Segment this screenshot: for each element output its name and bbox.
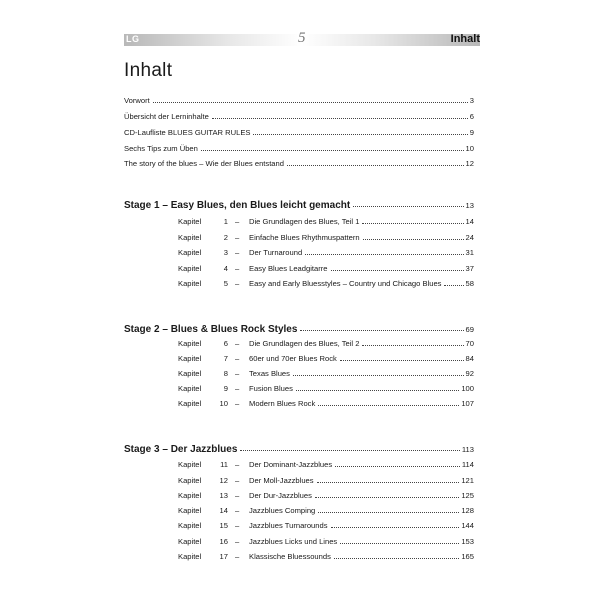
leader-dots	[362, 345, 463, 346]
chapter-number: 5	[223, 279, 228, 288]
leader-dots	[253, 134, 467, 135]
chapter-page: 24	[465, 233, 474, 242]
leader-dots	[317, 482, 460, 483]
chapter-title: Der Turnaround	[249, 248, 303, 257]
chapter-kapitel: Kapitel	[178, 369, 202, 378]
leader-dots	[201, 150, 464, 151]
toc-entry-page: 3	[469, 96, 474, 105]
toc-entry[interactable]	[124, 93, 474, 105]
leader-dots	[362, 223, 463, 224]
chapter-page: 144	[461, 521, 474, 530]
chapter-page: 153	[461, 537, 474, 546]
chapter-page: 107	[461, 399, 474, 408]
chapter-dash: –	[235, 384, 240, 393]
chapter-dash: –	[235, 248, 240, 257]
chapter-page: 58	[465, 279, 474, 288]
chapter-dash: –	[235, 521, 240, 530]
chapter-dash: –	[235, 369, 240, 378]
chapter-number: 8	[223, 369, 228, 378]
chapter-number: 10	[219, 399, 228, 408]
leader-dots	[363, 239, 464, 240]
chapter-page: 114	[461, 460, 474, 469]
chapter-dash: –	[235, 491, 240, 500]
leader-dots	[212, 118, 468, 119]
leader-dots	[331, 527, 460, 528]
chapter-number: 14	[219, 506, 228, 515]
chapter-number: 9	[223, 384, 228, 393]
chapter-dash: –	[235, 339, 240, 348]
chapter-dash: –	[235, 506, 240, 515]
chapter-title: Jazzblues Licks und Lines	[249, 537, 338, 546]
chapter-dash: –	[235, 460, 240, 469]
chapter-dash: –	[235, 217, 240, 226]
chapter-entry[interactable]	[178, 488, 474, 500]
stage-title: Stage 1 – Easy Blues, den Blues leicht gemacht	[124, 200, 351, 211]
chapter-entry[interactable]	[178, 396, 474, 408]
stage-page: 113	[461, 445, 474, 454]
chapter-dash: –	[235, 279, 240, 288]
stage-heading[interactable]	[124, 440, 474, 454]
chapter-kapitel: Kapitel	[178, 399, 202, 408]
toc-entry[interactable]	[124, 109, 474, 121]
chapter-title: Einfache Blues Rhythmuspattern	[249, 233, 360, 242]
chapter-title: Jazzblues Turnarounds	[249, 521, 328, 530]
leader-dots	[318, 405, 459, 406]
chapter-entry[interactable]	[178, 351, 474, 363]
chapter-page: 31	[465, 248, 474, 257]
chapter-number: 2	[223, 233, 228, 242]
header-page-number: 5	[298, 30, 306, 46]
chapter-kapitel: Kapitel	[178, 537, 202, 546]
toc-entry-label: Vorwort	[124, 96, 150, 105]
chapter-dash: –	[235, 537, 240, 546]
leader-dots	[315, 497, 459, 498]
chapter-number: 4	[223, 264, 228, 273]
chapter-page: 128	[461, 506, 474, 515]
chapter-kapitel: Kapitel	[178, 264, 202, 273]
chapter-title: Die Grundlagen des Blues, Teil 2	[249, 339, 360, 348]
chapter-title: Fusion Blues	[249, 384, 293, 393]
toc-entry-label: CD-Laufliste BLUES GUITAR RULES	[124, 128, 251, 137]
chapter-number: 7	[223, 354, 228, 363]
chapter-page: 92	[465, 369, 474, 378]
leader-dots	[318, 512, 459, 513]
chapter-kapitel: Kapitel	[178, 460, 202, 469]
leader-dots	[287, 165, 464, 166]
chapter-entry[interactable]	[178, 473, 474, 485]
chapter-kapitel: Kapitel	[178, 476, 202, 485]
chapter-number: 1	[223, 217, 228, 226]
chapter-kapitel: Kapitel	[178, 248, 202, 257]
stage-title: Stage 3 – Der Jazzblues	[124, 444, 238, 455]
chapter-entry[interactable]	[178, 503, 474, 515]
chapter-number: 12	[219, 476, 228, 485]
leader-dots	[153, 102, 468, 103]
toc-entry-label: The story of the blues – Wie der Blues entstand	[124, 159, 284, 168]
leader-dots	[353, 206, 463, 207]
chapter-entry[interactable]	[178, 336, 474, 348]
chapter-kapitel: Kapitel	[178, 491, 202, 500]
chapter-entry[interactable]	[178, 457, 474, 469]
chapter-title: 60er und 70er Blues Rock	[249, 354, 337, 363]
chapter-page: 125	[461, 491, 474, 500]
chapter-entry[interactable]	[178, 549, 474, 561]
chapter-entry[interactable]	[178, 518, 474, 530]
toc-entry-page: 12	[465, 159, 474, 168]
toc-entry-page: 10	[465, 144, 474, 153]
chapter-number: 16	[219, 537, 228, 546]
chapter-dash: –	[235, 233, 240, 242]
toc-entry-label: Sechs Tips zum Üben	[124, 144, 198, 153]
chapter-title: Easy Blues Leadgitarre	[249, 264, 328, 273]
stage-heading[interactable]	[124, 196, 474, 210]
chapter-entry[interactable]	[178, 245, 474, 257]
stage-heading[interactable]	[124, 320, 474, 334]
stage-page: 13	[465, 201, 474, 210]
chapter-entry[interactable]	[178, 214, 474, 226]
page-title: Inhalt	[124, 60, 173, 81]
chapter-entry[interactable]	[178, 534, 474, 546]
leader-dots	[240, 450, 460, 451]
chapter-title: Der Moll-Jazzblues	[249, 476, 314, 485]
chapter-number: 11	[220, 460, 228, 469]
chapter-title: Der Dur-Jazzblues	[249, 491, 312, 500]
chapter-entry[interactable]	[178, 230, 474, 242]
chapter-kapitel: Kapitel	[178, 339, 202, 348]
chapter-page: 100	[461, 384, 474, 393]
chapter-title: Die Grundlagen des Blues, Teil 1	[249, 217, 360, 226]
leader-dots	[293, 375, 464, 376]
chapter-entry[interactable]	[178, 276, 474, 288]
toc-entry-label: Übersicht der Lerninhalte	[124, 112, 209, 121]
leader-dots	[340, 360, 464, 361]
chapter-kapitel: Kapitel	[178, 354, 202, 363]
toc-entry-page: 9	[469, 128, 474, 137]
chapter-kapitel: Kapitel	[178, 279, 202, 288]
leader-dots	[334, 558, 459, 559]
chapter-title: Jazzblues Comping	[249, 506, 316, 515]
toc-entry[interactable]	[124, 156, 474, 168]
chapter-dash: –	[235, 552, 240, 561]
chapter-page: 14	[465, 217, 474, 226]
chapter-number: 15	[219, 521, 228, 530]
chapter-kapitel: Kapitel	[178, 506, 202, 515]
chapter-dash: –	[235, 476, 240, 485]
chapter-dash: –	[235, 354, 240, 363]
chapter-dash: –	[235, 264, 240, 273]
chapter-kapitel: Kapitel	[178, 384, 202, 393]
chapter-page: 70	[465, 339, 474, 348]
header-section-title: Inhalt	[450, 33, 480, 45]
leader-dots	[300, 330, 463, 331]
chapter-entry[interactable]	[178, 366, 474, 378]
chapter-number: 6	[223, 339, 228, 348]
leader-dots	[331, 270, 464, 271]
chapter-number: 3	[223, 248, 228, 257]
toc-entry[interactable]	[124, 141, 474, 153]
leader-dots	[305, 254, 463, 255]
chapter-page: 84	[465, 354, 474, 363]
chapter-page: 121	[461, 476, 474, 485]
leader-dots	[340, 543, 459, 544]
stage-page: 69	[465, 325, 474, 334]
chapter-entry[interactable]	[178, 261, 474, 273]
chapter-kapitel: Kapitel	[178, 217, 202, 226]
chapter-page: 37	[465, 264, 474, 273]
toc-entry[interactable]	[124, 125, 474, 137]
chapter-kapitel: Kapitel	[178, 552, 202, 561]
chapter-title: Modern Blues Rock	[249, 399, 316, 408]
stage-title: Stage 2 – Blues & Blues Rock Styles	[124, 324, 298, 335]
chapter-number: 13	[219, 491, 228, 500]
chapter-title: Easy and Early Bluesstyles – Country und Chicago Blues	[249, 279, 442, 288]
chapter-page: 165	[461, 552, 474, 561]
leader-dots	[335, 466, 460, 467]
chapter-title: Texas Blues	[249, 369, 290, 378]
chapter-entry[interactable]	[178, 381, 474, 393]
header-logo: LG	[126, 34, 140, 44]
chapter-title: Klassische Bluessounds	[249, 552, 331, 561]
chapter-dash: –	[235, 399, 240, 408]
chapter-kapitel: Kapitel	[178, 233, 202, 242]
toc-entry-page: 6	[469, 112, 474, 121]
chapter-kapitel: Kapitel	[178, 521, 202, 530]
leader-dots	[296, 390, 459, 391]
leader-dots	[444, 285, 463, 286]
chapter-title: Der Dominant-Jazzblues	[249, 460, 333, 469]
chapter-number: 17	[219, 552, 228, 561]
